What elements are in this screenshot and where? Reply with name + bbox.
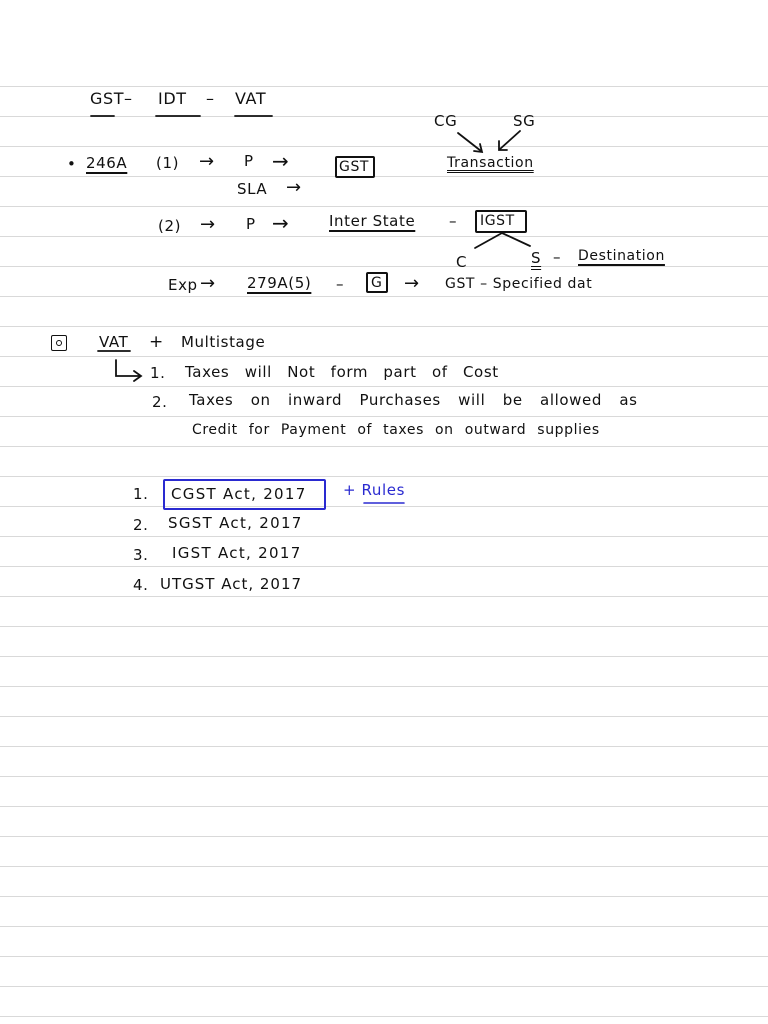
act-2-number: 2.: [133, 516, 149, 534]
act-2-text: SGST Act, 2017: [168, 514, 303, 532]
label-destination: Destination: [578, 248, 665, 264]
section-279a5: 279A(5): [247, 274, 312, 292]
item-2-line-1: Taxes on inward Purchases will be allowed as: [189, 391, 638, 409]
act-1-number: 1.: [133, 485, 149, 503]
item-2-number: 2.: [152, 393, 168, 411]
act-4-text: UTGST Act, 2017: [160, 575, 303, 593]
cg-arrow-line: [458, 133, 481, 151]
act-4-number: 4.: [133, 576, 149, 594]
dash-279a: –: [336, 275, 345, 293]
sub-1: (1): [156, 154, 180, 172]
label-inter-state: Inter State: [329, 212, 416, 230]
heading-vat: VAT: [235, 89, 267, 108]
label-p-1: P: [244, 152, 254, 170]
heading-dash-2: –: [206, 89, 215, 108]
label-s: S: [531, 249, 542, 267]
vat-label: VAT: [99, 333, 129, 351]
multistage-label: Multistage: [181, 333, 266, 351]
label-sg: SG: [513, 112, 536, 130]
arrow-right-icon: →: [200, 273, 216, 294]
arrow-right-icon: →: [404, 273, 420, 294]
label-sla: SLA: [237, 180, 268, 198]
vat-plus: +: [149, 332, 164, 352]
arrow-right-icon: →: [200, 214, 216, 235]
dash-inter-state: –: [449, 212, 458, 230]
heading-dash-1: –: [124, 89, 133, 108]
arrow-right-icon: →: [199, 151, 215, 172]
checkbox-icon-inner: [56, 340, 62, 346]
section-246a: 246A: [86, 154, 128, 172]
item-1-number: 1.: [150, 364, 166, 382]
plus-rules: + Rules: [343, 481, 406, 499]
arrow-right-icon: →: [272, 211, 291, 235]
act-1-text: CGST Act, 2017: [171, 485, 307, 503]
label-p-2: P: [246, 215, 256, 233]
item-1-text: Taxes will Not form part of Cost: [185, 363, 499, 381]
label-transaction: Transaction: [447, 155, 534, 171]
heading-gst: GST: [90, 89, 125, 108]
act-3-text: IGST Act, 2017: [172, 544, 302, 562]
heading-idt: IDT: [158, 89, 187, 108]
exp-line-text: GST – Specified dat: [445, 276, 593, 292]
sub-2: (2): [158, 217, 182, 235]
bullet: •: [67, 155, 77, 173]
igst-box-label: IGST: [480, 213, 515, 229]
arrow-right-icon: →: [272, 149, 291, 173]
act-3-number: 3.: [133, 546, 149, 564]
gst-box-label: GST: [339, 159, 370, 175]
dash-destination: –: [553, 248, 562, 266]
g-box-label: G: [371, 275, 383, 291]
sg-arrow-line: [500, 131, 520, 149]
arrow-right-icon: →: [286, 177, 302, 198]
label-cg: CG: [434, 112, 458, 130]
igst-branch-right: [502, 233, 530, 246]
igst-branch-left: [475, 233, 502, 248]
label-exp: Exp: [168, 276, 198, 294]
label-c: C: [456, 253, 468, 271]
item-2-line-2: Credit for Payment of taxes on outward supplies: [192, 422, 600, 438]
